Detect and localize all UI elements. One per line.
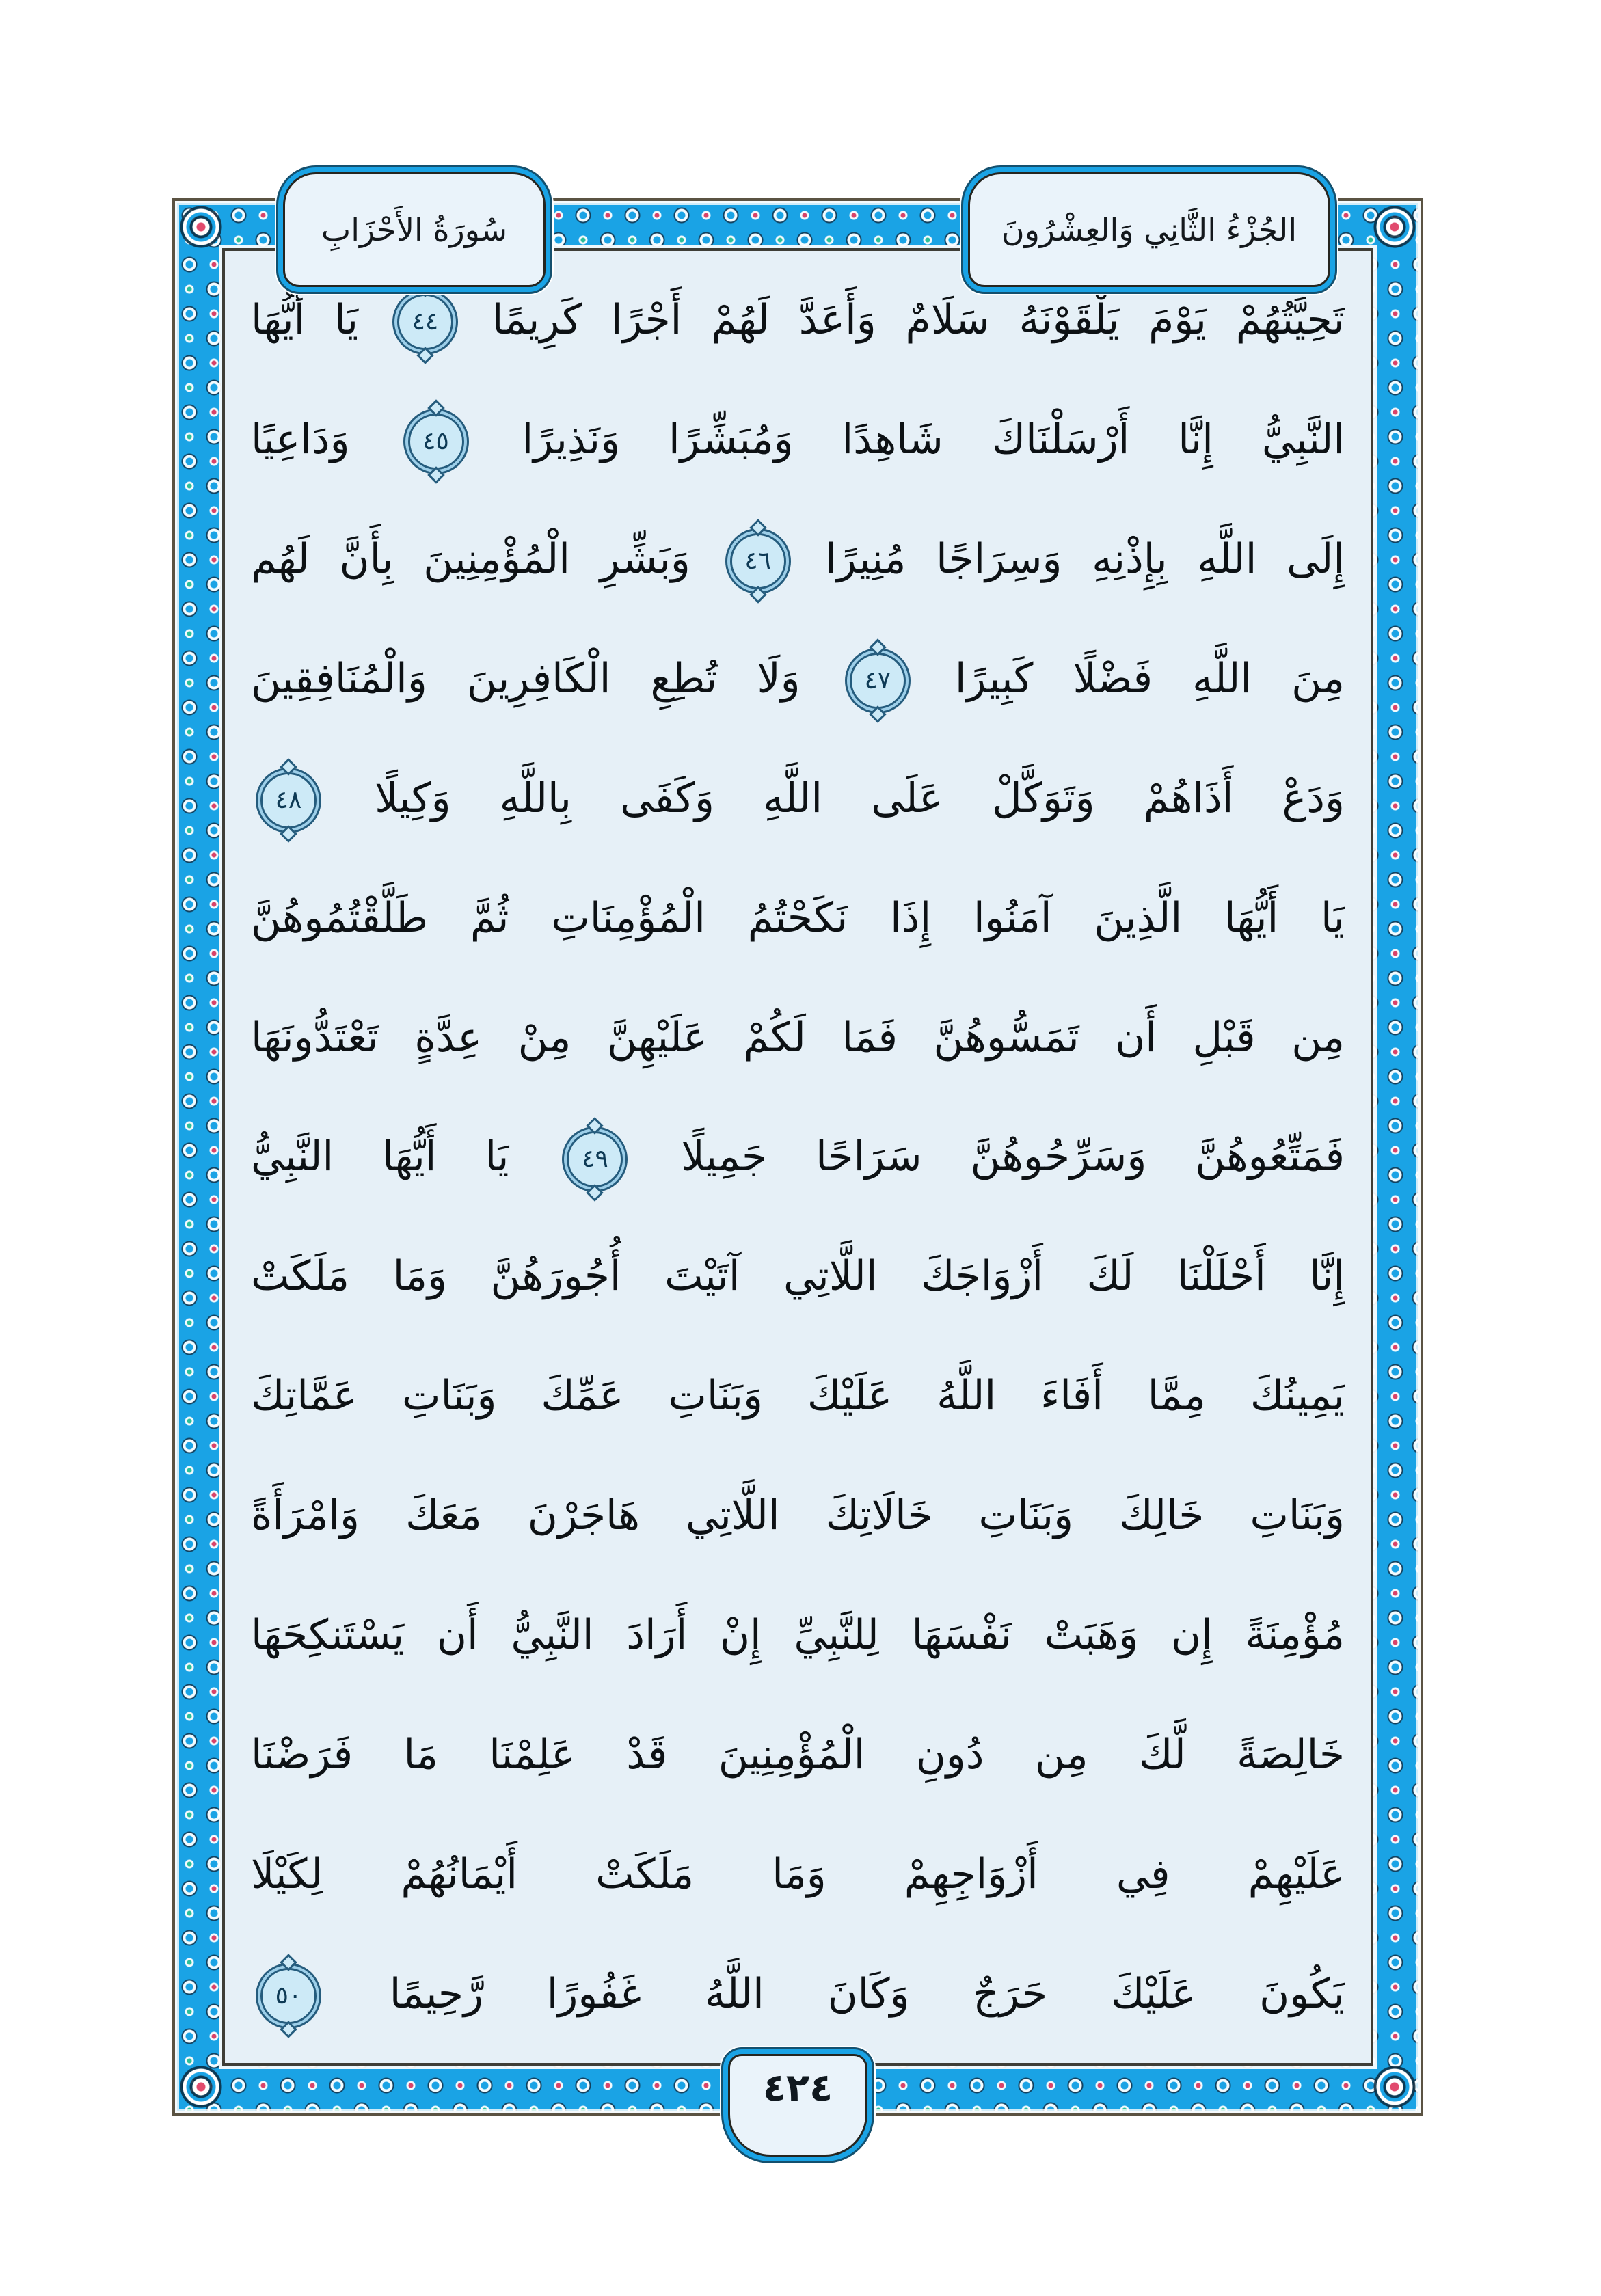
- verse-number: ٤٦: [744, 547, 771, 576]
- ayah-text: مُؤْمِنَةً إِن وَهَبَتْ نَفْسَهَا لِلنَّبِيِّ إِنْ أَرَادَ النَّبِيُّ أَن يَسْتَنكِحَهَا: [251, 1611, 1345, 1660]
- ayah-text: يَمِينُكَ مِمَّا أَفَاءَ اللَّهُ عَلَيْكَ وَبَنَاتِ عَمِّكَ وَبَنَاتِ عَمَّاتِكَ: [251, 1372, 1345, 1420]
- verse-number: ٤٥: [422, 427, 449, 456]
- ayah-text: مِن قَبْلِ أَن تَمَسُّوهُنَّ فَمَا لَكُمْ عَلَيْهِنَّ مِنْ عِدَّةٍ تَعْتَدُّونَهَا: [251, 1013, 1345, 1062]
- quran-line-12: [251, 1577, 1345, 1693]
- ayah-text: وَدَاعِيًا: [251, 415, 350, 463]
- verse-number: ٥٠: [275, 1982, 302, 2010]
- ayah-text: إِلَى اللَّهِ بِإِذْنِهِ وَسِرَاجًا مُنِيرًا: [825, 535, 1345, 583]
- corner-rosette-icon: [1372, 204, 1417, 249]
- quran-line-8: [251, 1098, 1345, 1215]
- quran-line-4: [251, 621, 1345, 737]
- ornamental-border: [177, 203, 1418, 2111]
- ayah-text: وَبَنَاتِ خَالِكَ وَبَنَاتِ خَالَاتِكَ اللَّاتِي هَاجَرْنَ مَعَكَ وَامْرَأَةً: [251, 1491, 1345, 1540]
- verse-marker-icon: [260, 772, 317, 828]
- ayah-text: وَلَا تُطِعِ الْكَافِرِينَ وَالْمُنَافِقِينَ: [251, 654, 801, 703]
- quran-line-7: [251, 980, 1345, 1096]
- ayah-text: يَا أَيُّهَا النَّبِيُّ: [251, 1133, 509, 1181]
- verse-marker-icon: [408, 414, 464, 470]
- quran-line-13: [251, 1697, 1345, 1813]
- ayah-text: يَا أَيُّهَا الَّذِينَ آمَنُوا إِذَا نَكَحْتُمُ الْمُؤْمِنَاتِ ثُمَّ طَلَّقْتُمُوهُنَّ: [251, 893, 1345, 942]
- juz-title-tab: [968, 172, 1330, 287]
- verse-marker-icon: [567, 1131, 623, 1187]
- verse-number: ٤٤: [412, 308, 439, 336]
- quran-line-3: [251, 501, 1345, 617]
- quran-line-10: [251, 1338, 1345, 1454]
- text-panel: [222, 248, 1373, 2066]
- quran-line-14: [251, 1816, 1345, 1932]
- verse-number: ٤٩: [582, 1144, 608, 1173]
- corner-rosette-icon: [178, 204, 224, 249]
- page-number: ٤٢٤: [762, 2066, 833, 2110]
- mushaf-frame: [172, 198, 1423, 2116]
- ayah-text: خَالِصَةً لَّكَ مِن دُونِ الْمُؤْمِنِينَ قَدْ عَلِمْنَا مَا فَرَضْنَا: [251, 1731, 1345, 1779]
- ayah-text: وَدَعْ أَذَاهُمْ وَتَوَكَّلْ عَلَى اللَّهِ وَكَفَى بِاللَّهِ وَكِيلًا: [375, 774, 1345, 822]
- ayah-text: يَا أَيُّهَا: [251, 296, 359, 344]
- quran-line-5: [251, 740, 1345, 856]
- verse-number: ٤٨: [275, 786, 302, 815]
- ayah-text: وَبَشِّرِ الْمُؤْمِنِينَ بِأَنَّ لَهُم: [251, 535, 690, 583]
- ayah-text: فَمَتِّعُوهُنَّ وَسَرِّحُوهُنَّ سَرَاحًا جَمِيلًا: [681, 1133, 1345, 1181]
- juz-title: الجُزْءُ الثَّانِي وَالعِشْرُونَ: [1001, 211, 1297, 248]
- quran-line-15: [251, 1936, 1345, 2052]
- verse-marker-icon: [260, 1968, 317, 2024]
- page-number-tab: [728, 2054, 867, 2157]
- verse-marker-icon: [730, 533, 786, 589]
- ayah-text: مِنَ اللَّهِ فَضْلًا كَبِيرًا: [954, 654, 1345, 703]
- quran-line-6: [251, 860, 1345, 976]
- corner-rosette-icon: [178, 2064, 224, 2109]
- quran-lines: [251, 262, 1345, 2052]
- verse-number: ٤٧: [864, 666, 891, 695]
- ayah-text: يَكُونَ عَلَيْكَ حَرَجٌ وَكَانَ اللَّهُ غَفُورًا رَّحِيمًا: [389, 1969, 1345, 2018]
- quran-line-9: [251, 1218, 1345, 1334]
- quran-line-2: [251, 381, 1345, 498]
- corner-rosette-icon: [1372, 2064, 1417, 2109]
- verse-marker-icon: [850, 653, 906, 709]
- surah-title-tab: [283, 172, 546, 287]
- verse-marker-icon: [397, 294, 453, 350]
- ayah-text: تَحِيَّتُهُمْ يَوْمَ يَلْقَوْنَهُ سَلَامٌ وَأَعَدَّ لَهُمْ أَجْرًا كَرِيمًا: [492, 296, 1345, 344]
- surah-title: سُورَةُ الأَحْزَابِ: [321, 211, 508, 248]
- quran-line-11: [251, 1457, 1345, 1574]
- ayah-text: النَّبِيُّ إِنَّا أَرْسَلْنَاكَ شَاهِدًا وَمُبَشِّرًا وَنَذِيرًا: [522, 415, 1345, 463]
- ayah-text: إِنَّا أَحْلَلْنَا لَكَ أَزْوَاجَكَ اللَّاتِي آتَيْتَ أُجُورَهُنَّ وَمَا مَلَكَتْ: [251, 1252, 1345, 1301]
- ayah-text: عَلَيْهِمْ فِي أَزْوَاجِهِمْ وَمَا مَلَكَتْ أَيْمَانُهُمْ لِكَيْلَا: [251, 1850, 1345, 1898]
